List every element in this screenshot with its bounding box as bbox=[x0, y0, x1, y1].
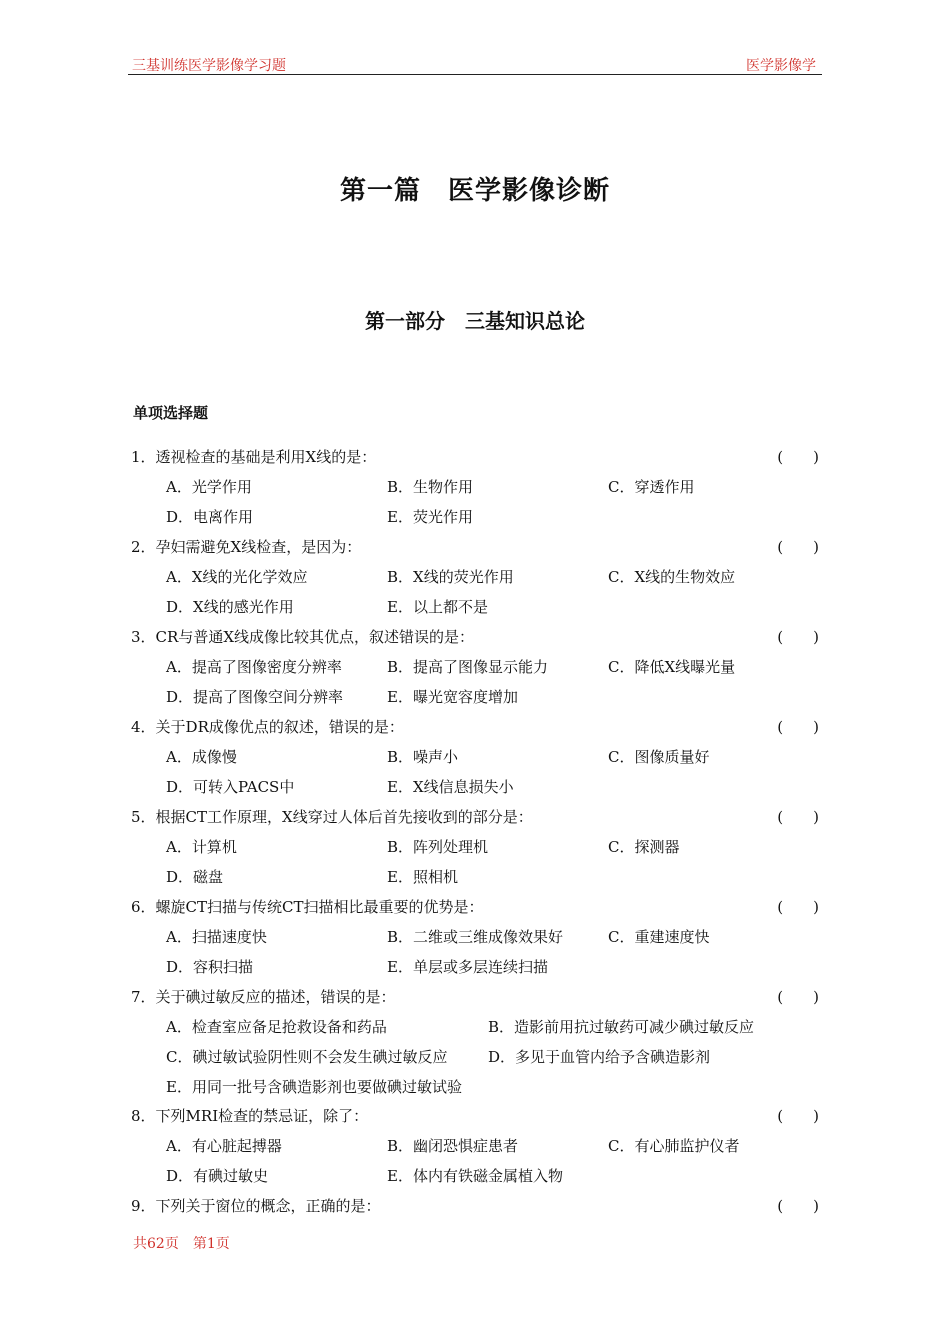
section-heading: 单项选择题 bbox=[133, 404, 209, 422]
option-c: C．X线的生物效应 bbox=[608, 568, 736, 586]
option-d: D．磁盘 bbox=[166, 868, 224, 886]
option-d: D．提高了图像空间分辨率 bbox=[166, 688, 344, 706]
question-text: 5．根据CT工作原理，X线穿过人体后首先接收到的部分是： bbox=[131, 808, 533, 826]
question-text: 7．关于碘过敏反应的描述，错误的是： bbox=[131, 988, 396, 1006]
option-d: D．容积扫描 bbox=[166, 958, 254, 976]
option-e: E．单层或多层连续扫描 bbox=[387, 958, 548, 976]
question-text: 2．孕妇需避免X线检查，是因为： bbox=[131, 538, 362, 556]
option-d: D．可转入PACS中 bbox=[166, 778, 295, 796]
question-row bbox=[131, 716, 821, 738]
question-row bbox=[131, 986, 821, 1008]
option-a: A．光学作用 bbox=[166, 478, 252, 496]
option-d: D．X线的感光作用 bbox=[166, 598, 294, 616]
question-row bbox=[131, 1105, 821, 1127]
question-text: 1．透视检查的基础是利用X线的是： bbox=[131, 448, 377, 466]
answer-blank: ( ) bbox=[777, 718, 819, 736]
option-c: C．探测器 bbox=[608, 838, 680, 856]
answer-blank: ( ) bbox=[777, 898, 819, 916]
option-e: E．照相机 bbox=[387, 868, 458, 886]
option-a: A．提高了图像密度分辨率 bbox=[166, 658, 342, 676]
question-row bbox=[131, 446, 821, 468]
header-right-text: 医学影像学 bbox=[746, 58, 816, 74]
answer-blank: ( ) bbox=[777, 628, 819, 646]
answer-blank: ( ) bbox=[777, 988, 819, 1006]
option-e: E．用同一批号含碘造影剂也要做碘过敏试验 bbox=[166, 1078, 462, 1096]
answer-blank: ( ) bbox=[777, 808, 819, 826]
answer-blank: ( ) bbox=[777, 448, 819, 466]
option-b: B．阵列处理机 bbox=[387, 838, 489, 856]
question-text: 3．CR与普通X线成像比较其优点，叙述错误的是： bbox=[131, 628, 474, 646]
question-row bbox=[131, 1195, 821, 1217]
option-a: A．检查室应备足抢救设备和药品 bbox=[166, 1018, 387, 1036]
option-a: A．X线的光化学效应 bbox=[166, 568, 308, 586]
option-d: D．有碘过敏史 bbox=[166, 1167, 269, 1185]
header-left-text: 三基训练医学影像学习题 bbox=[132, 58, 286, 74]
option-c: C．碘过敏试验阴性则不会发生碘过敏反应 bbox=[166, 1048, 448, 1066]
option-e: E．X线信息损失小 bbox=[387, 778, 514, 796]
part-title: 第一部分 三基知识总论 bbox=[365, 309, 585, 333]
option-c: C．穿透作用 bbox=[608, 478, 695, 496]
answer-blank: ( ) bbox=[777, 1107, 819, 1125]
option-c: C．重建速度快 bbox=[608, 928, 710, 946]
option-e: E．荧光作用 bbox=[387, 508, 473, 526]
option-a: A．计算机 bbox=[166, 838, 237, 856]
answer-blank: ( ) bbox=[777, 1197, 819, 1215]
option-a: A．成像慢 bbox=[166, 748, 237, 766]
page-footer: 共62页 第1页 bbox=[133, 1236, 230, 1252]
option-b: B．X线的荧光作用 bbox=[387, 568, 514, 586]
question-row bbox=[131, 896, 821, 918]
question-text: 8．下列MRI检查的禁忌证，除了： bbox=[131, 1107, 369, 1125]
question-row bbox=[131, 536, 821, 558]
option-b: B．噪声小 bbox=[387, 748, 459, 766]
option-b: B．幽闭恐惧症患者 bbox=[387, 1137, 519, 1155]
question-text: 4．关于DR成像优点的叙述，错误的是： bbox=[131, 718, 404, 736]
question-row bbox=[131, 806, 821, 828]
option-b: B．提高了图像显示能力 bbox=[387, 658, 549, 676]
page-header bbox=[128, 54, 822, 75]
option-e: E．体内有铁磁金属植入物 bbox=[387, 1167, 563, 1185]
option-b: B．二维或三维成像效果好 bbox=[387, 928, 564, 946]
option-a: A．有心脏起搏器 bbox=[166, 1137, 282, 1155]
option-d: D．电离作用 bbox=[166, 508, 254, 526]
option-b: B．生物作用 bbox=[387, 478, 474, 496]
document-title: 第一篇 医学影像诊断 bbox=[339, 176, 610, 206]
question-row bbox=[131, 626, 821, 648]
option-e: E．曝光宽容度增加 bbox=[387, 688, 518, 706]
question-text: 6．螺旋CT扫描与传统CT扫描相比最重要的优势是： bbox=[131, 898, 484, 916]
option-c: C．有心肺监护仪者 bbox=[608, 1137, 740, 1155]
option-a: A．扫描速度快 bbox=[166, 928, 267, 946]
question-text: 9．下列关于窗位的概念，正确的是： bbox=[131, 1197, 381, 1215]
option-e: E．以上都不是 bbox=[387, 598, 488, 616]
answer-blank: ( ) bbox=[777, 538, 819, 556]
option-b: B．造影前用抗过敏药可减少碘过敏反应 bbox=[488, 1018, 755, 1036]
option-d: D．多见于血管内给予含碘造影剂 bbox=[488, 1048, 711, 1066]
option-c: C．降低X线曝光量 bbox=[608, 658, 736, 676]
option-c: C．图像质量好 bbox=[608, 748, 710, 766]
